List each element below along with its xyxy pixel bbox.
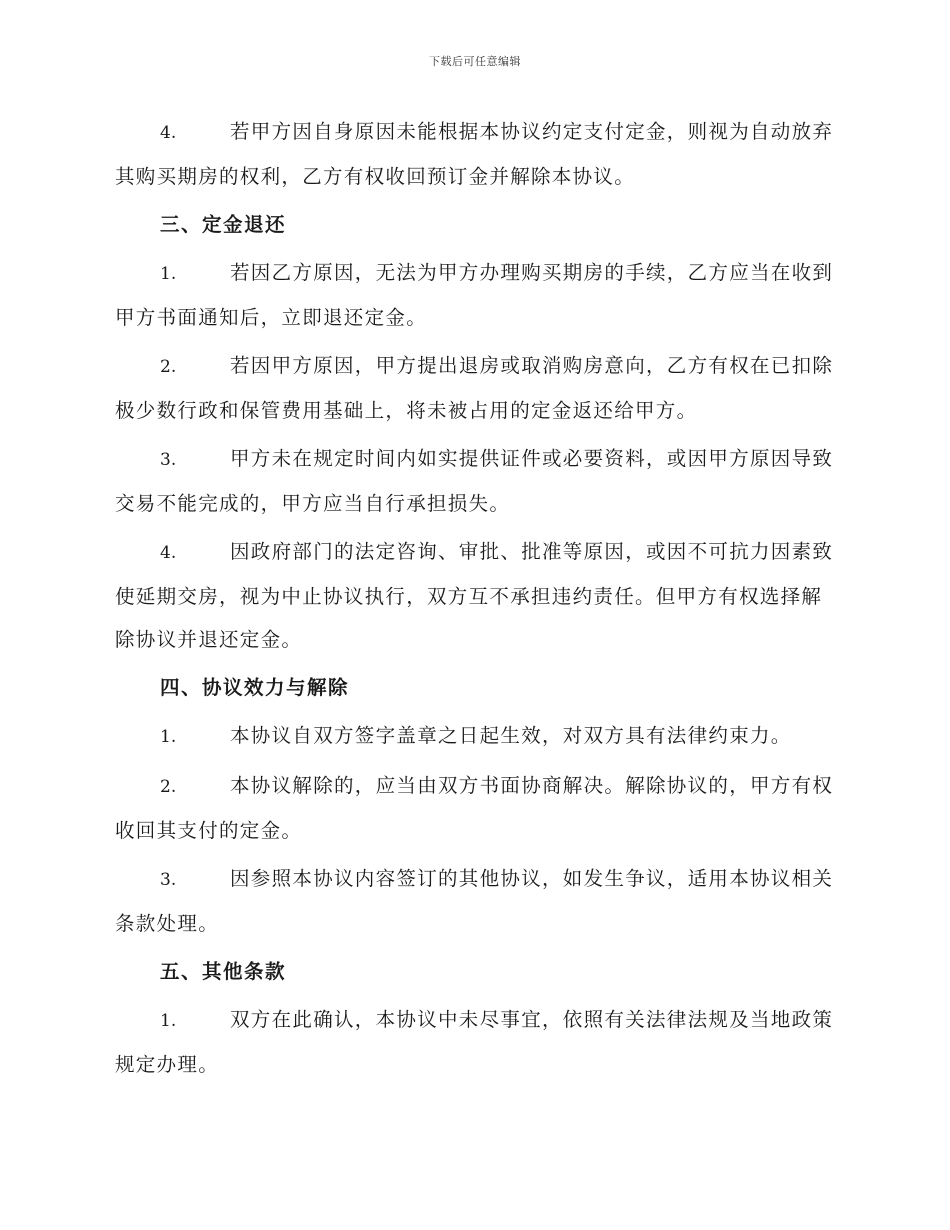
clause-4-3 xyxy=(115,857,835,945)
clause-4-1 xyxy=(115,714,835,759)
clause-text: 甲方未在规定时间内如实提供证件或必要资料，或因甲方原因导致交易不能完成的，甲方应当自行承担损失。 xyxy=(115,447,834,515)
clause-3-3 xyxy=(115,437,835,525)
clause-3-1 xyxy=(115,251,835,339)
clause-text: 若因乙方原因，无法为甲方办理购买期房的手续，乙方应当在收到甲方书面通知后，立即退还定金。 xyxy=(115,261,834,329)
clause-number: 1. xyxy=(160,727,177,747)
clause-text: 因参照本协议内容签订的其他协议，如发生争议，适用本协议相关条款处理。 xyxy=(115,867,834,935)
clause-number: 2. xyxy=(160,777,177,797)
clause-number: 4. xyxy=(160,543,177,563)
clause-number: 4. xyxy=(160,123,177,143)
clause-text: 本协议解除的，应当由双方书面协商解决。解除协议的，甲方有权收回其支付的定金。 xyxy=(115,774,834,842)
clause-4-2 xyxy=(115,764,835,852)
document-body xyxy=(115,110,835,1091)
clause-number: 1. xyxy=(160,1011,177,1031)
section-heading-4: 四、协议效力与解除 xyxy=(160,676,350,699)
clause-number: 3. xyxy=(160,870,177,890)
clause-text: 本协议自双方签字盖章之日起生效，对双方具有法律约束力。 xyxy=(230,724,792,747)
clause-text: 若甲方因自身原因未能根据本协议约定支付定金，则视为自动放弃其购买期房的权利，乙方有权收回预订金并解除本协议。 xyxy=(115,120,834,188)
clause-number: 3. xyxy=(160,450,177,470)
clause-number: 1. xyxy=(160,264,177,284)
clause-text: 双方在此确认，本协议中未尽事宜，依照有关法律法规及当地政策规定办理。 xyxy=(115,1008,834,1076)
clause-3-2 xyxy=(115,344,835,432)
page-header: 下载后可任意编辑 xyxy=(429,55,521,68)
clause-text: 若因甲方原因，甲方提出退房或取消购房意向，乙方有权在已扣除极少数行政和保管费用基础上，将未被占用的定金返还给甲方。 xyxy=(115,354,834,422)
clause-2-4 xyxy=(115,110,835,198)
clause-3-4 xyxy=(115,530,835,661)
section-heading-5: 五、其他条款 xyxy=(160,960,287,983)
clause-number: 2. xyxy=(160,357,177,377)
section-heading-3: 三、定金退还 xyxy=(160,213,287,236)
clause-text: 因政府部门的法定咨询、审批、批准等原因，或因不可抗力因素致使延期交房，视为中止协议执行，双方互不承担违约责任。但甲方有权选择解除协议并退还定金。 xyxy=(115,540,834,651)
clause-5-1 xyxy=(115,998,835,1086)
